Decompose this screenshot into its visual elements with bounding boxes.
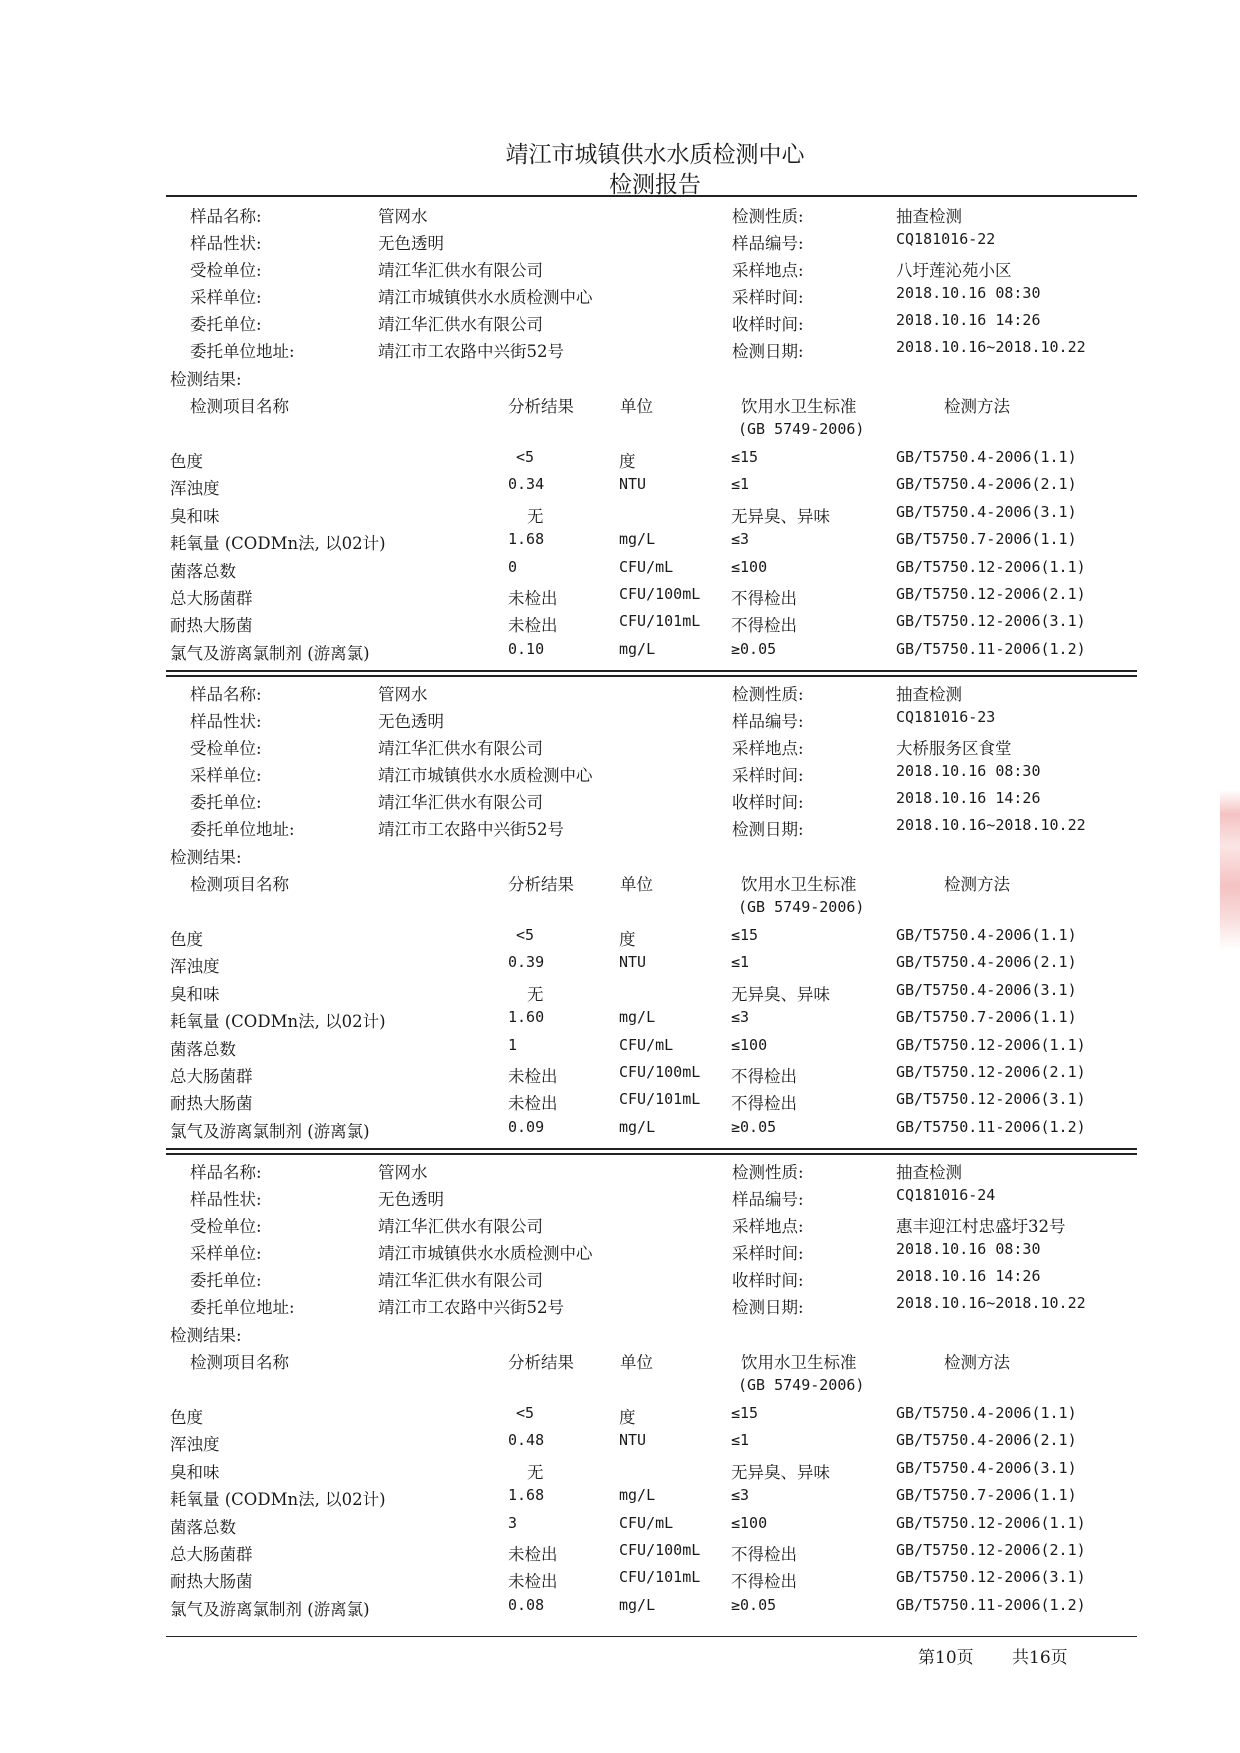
standard-value: 不得检出	[731, 616, 797, 636]
method-value: GB/T5750.12-2006(2.1)	[896, 585, 1086, 603]
value-sampling-unit: 靖江市城镇供水水质检测中心	[378, 1244, 593, 1263]
item-name: 菌落总数	[170, 561, 236, 581]
item-name: 耗氧量 (CODMn法, 以02计)	[170, 1490, 386, 1510]
value-test-date: 2018.10.16~2018.10.22	[896, 1294, 1086, 1312]
value-name: 管网水	[378, 1163, 428, 1182]
label-inspected-unit: 受检单位:	[190, 261, 262, 280]
method-value: GB/T5750.12-2006(3.1)	[896, 1568, 1086, 1587]
method-value: GB/T5750.4-2006(3.1)	[896, 1458, 1077, 1477]
label-sampling-time: 采样时间:	[732, 766, 804, 785]
result-value: 3	[508, 1513, 518, 1532]
label-sample-name: 样品名称:	[190, 1163, 262, 1182]
value-test-nature: 抽查检测	[896, 1163, 962, 1182]
label-sampling-site: 采样地点:	[732, 739, 804, 758]
standard-value: ≤3	[731, 1008, 750, 1027]
page-number: 第10页	[918, 1648, 974, 1668]
result-value: 未检出	[508, 1545, 558, 1564]
unit-value: CFU/100mL	[619, 1541, 701, 1559]
column-header-item: 检测项目名称	[190, 875, 289, 894]
unit-value: mg/L	[619, 1008, 656, 1027]
item-name: 耗氧量 (CODMn法, 以02计)	[170, 1012, 386, 1032]
page-total: 共16页	[1012, 1648, 1068, 1668]
item-name: 菌落总数	[170, 1517, 236, 1537]
item-name: 浑浊度	[170, 479, 220, 499]
column-header-item: 检测项目名称	[190, 397, 289, 416]
footer-rule	[166, 1636, 1137, 1637]
value-client-address: 靖江市工农路中兴街52号	[378, 820, 564, 839]
result-value: 未检出	[508, 616, 558, 636]
label-receiving-time: 收样时间:	[732, 793, 804, 812]
value-sampling-site: 八圩莲沁苑小区	[896, 261, 1012, 280]
method-value: GB/T5750.12-2006(2.1)	[896, 1541, 1086, 1559]
column-header-item: 检测项目名称	[190, 1353, 289, 1372]
stamp-edge	[1220, 790, 1240, 950]
item-name: 总大肠菌群	[170, 589, 253, 608]
result-value: 未检出	[508, 1572, 558, 1592]
section-divider	[166, 670, 1137, 677]
value-test-nature: 抽查检测	[896, 207, 962, 226]
unit-value: CFU/101mL	[619, 1568, 701, 1587]
unit-value: NTU	[619, 475, 647, 494]
column-header-standard-code: (GB 5749-2006)	[738, 898, 865, 916]
standard-value: ≥0.05	[731, 1595, 777, 1614]
standard-value: ≤1	[731, 1431, 750, 1450]
method-value: GB/T5750.12-2006(1.1)	[896, 557, 1086, 576]
value-test-date: 2018.10.16~2018.10.22	[896, 816, 1086, 834]
method-value: GB/T5750.4-2006(3.1)	[896, 502, 1077, 521]
value-inspected-unit: 靖江华汇供水有限公司	[378, 1217, 543, 1236]
label-test-date: 检测日期:	[732, 342, 804, 361]
result-value: <5	[516, 448, 535, 466]
label-sample-no: 样品编号:	[732, 234, 804, 253]
method-value: GB/T5750.12-2006(3.1)	[896, 1090, 1086, 1109]
result-value: 未检出	[508, 1094, 558, 1114]
unit-value: 度	[619, 930, 636, 949]
value-receiving-time: 2018.10.16 14:26	[896, 789, 1041, 807]
label-sample-nature: 样品性状:	[190, 1190, 262, 1209]
result-value: 1.60	[508, 1008, 545, 1027]
result-value: 0.48	[508, 1431, 545, 1450]
value-sampling-time: 2018.10.16 08:30	[896, 284, 1041, 302]
label-sampling-unit: 采样单位:	[190, 1244, 262, 1263]
result-value: 未检出	[508, 1067, 558, 1086]
unit-value: mg/L	[619, 530, 656, 549]
label-test-nature: 检测性质:	[732, 1163, 804, 1182]
results-label: 检测结果:	[170, 848, 242, 867]
unit-value: CFU/mL	[619, 1035, 674, 1054]
item-name: 色度	[170, 1408, 203, 1427]
label-test-date: 检测日期:	[732, 1298, 804, 1317]
item-name: 浑浊度	[170, 1435, 220, 1455]
method-value: GB/T5750.4-2006(1.1)	[896, 1404, 1077, 1422]
value-sampling-unit: 靖江市城镇供水水质检测中心	[378, 766, 593, 785]
item-name: 臭和味	[170, 1462, 220, 1482]
unit-value: mg/L	[619, 1117, 656, 1136]
item-name: 臭和味	[170, 506, 220, 526]
standard-value: ≤3	[731, 530, 750, 549]
standard-value: ≤100	[731, 557, 768, 576]
value-sampling-unit: 靖江市城镇供水水质检测中心	[378, 288, 593, 307]
column-header-unit: 单位	[620, 397, 653, 416]
value-nature: 无色透明	[378, 1190, 444, 1209]
result-value: <5	[516, 1404, 535, 1422]
value-client-unit: 靖江华汇供水有限公司	[378, 793, 543, 812]
item-name: 耐热大肠菌	[170, 1094, 253, 1114]
label-receiving-time: 收样时间:	[732, 315, 804, 334]
result-value: 0	[508, 557, 518, 576]
value-sampling-site: 大桥服务区食堂	[896, 739, 1012, 758]
report-title: 靖江市城镇供水水质检测中心	[505, 142, 805, 168]
value-client-address: 靖江市工农路中兴街52号	[378, 1298, 564, 1317]
method-value: GB/T5750.12-2006(1.1)	[896, 1035, 1086, 1054]
result-value: 无	[527, 1462, 544, 1482]
column-header-result: 分析结果	[508, 1353, 574, 1372]
unit-value: NTU	[619, 953, 647, 972]
value-sampling-time: 2018.10.16 08:30	[896, 762, 1041, 780]
column-header-standard-code: (GB 5749-2006)	[738, 420, 865, 438]
label-client-unit: 委托单位:	[190, 793, 262, 812]
standard-value: 不得检出	[731, 1572, 797, 1592]
label-client-unit: 委托单位:	[190, 1271, 262, 1290]
report-subtitle: 检测报告	[609, 172, 701, 198]
column-header-standard: 饮用水卫生标准	[741, 1353, 857, 1372]
label-sampling-unit: 采样单位:	[190, 766, 262, 785]
standard-value: ≤1	[731, 475, 750, 494]
column-header-standard: 饮用水卫生标准	[741, 875, 857, 894]
result-value: 0.10	[508, 639, 545, 658]
label-sample-nature: 样品性状:	[190, 712, 262, 731]
item-name: 耐热大肠菌	[170, 1572, 253, 1592]
label-receiving-time: 收样时间:	[732, 1271, 804, 1290]
result-value: 未检出	[508, 589, 558, 608]
value-test-nature: 抽查检测	[896, 685, 962, 704]
unit-value: CFU/100mL	[619, 585, 701, 603]
label-client-address: 委托单位地址:	[190, 1298, 295, 1317]
item-name: 色度	[170, 452, 203, 471]
item-name: 耗氧量 (CODMn法, 以02计)	[170, 534, 386, 554]
item-name: 色度	[170, 930, 203, 949]
method-value: GB/T5750.4-2006(2.1)	[896, 953, 1077, 972]
results-label: 检测结果:	[170, 1326, 242, 1345]
standard-value: ≤15	[731, 1404, 759, 1422]
method-value: GB/T5750.12-2006(2.1)	[896, 1063, 1086, 1081]
value-client-unit: 靖江华汇供水有限公司	[378, 1271, 543, 1290]
unit-value: CFU/101mL	[619, 612, 701, 631]
standard-value: ≥0.05	[731, 639, 777, 658]
label-client-unit: 委托单位:	[190, 315, 262, 334]
method-value: GB/T5750.12-2006(3.1)	[896, 612, 1086, 631]
result-value: 0.34	[508, 475, 545, 494]
value-name: 管网水	[378, 207, 428, 226]
column-header-result: 分析结果	[508, 875, 574, 894]
standard-value: ≤100	[731, 1513, 768, 1532]
unit-value: 度	[619, 452, 636, 471]
label-sample-no: 样品编号:	[732, 712, 804, 731]
value-nature: 无色透明	[378, 712, 444, 731]
method-value: GB/T5750.12-2006(1.1)	[896, 1513, 1086, 1532]
result-value: <5	[516, 926, 535, 944]
label-sampling-time: 采样时间:	[732, 1244, 804, 1263]
result-value: 0.08	[508, 1595, 545, 1614]
value-sampling-time: 2018.10.16 08:30	[896, 1240, 1041, 1258]
value-receiving-time: 2018.10.16 14:26	[896, 311, 1041, 329]
label-sampling-time: 采样时间:	[732, 288, 804, 307]
standard-value: 不得检出	[731, 1094, 797, 1114]
result-value: 无	[527, 506, 544, 526]
method-value: GB/T5750.7-2006(1.1)	[896, 530, 1077, 549]
standard-value: 无异臭、异味	[731, 984, 830, 1004]
unit-value: NTU	[619, 1431, 647, 1450]
method-value: GB/T5750.4-2006(2.1)	[896, 1431, 1077, 1450]
label-sample-no: 样品编号:	[732, 1190, 804, 1209]
label-sample-name: 样品名称:	[190, 207, 262, 226]
item-name: 臭和味	[170, 984, 220, 1004]
standard-value: ≤3	[731, 1486, 750, 1505]
label-test-nature: 检测性质:	[732, 685, 804, 704]
standard-value: 不得检出	[731, 1545, 797, 1564]
value-name: 管网水	[378, 685, 428, 704]
label-inspected-unit: 受检单位:	[190, 1217, 262, 1236]
method-value: GB/T5750.4-2006(2.1)	[896, 475, 1077, 494]
standard-value: 无异臭、异味	[731, 506, 830, 526]
unit-value: CFU/mL	[619, 557, 674, 576]
result-value: 1.68	[508, 1486, 545, 1505]
method-value: GB/T5750.4-2006(1.1)	[896, 926, 1077, 944]
standard-value: 不得检出	[731, 589, 797, 608]
item-name: 总大肠菌群	[170, 1545, 253, 1564]
method-value: GB/T5750.4-2006(3.1)	[896, 980, 1077, 999]
item-name: 氯气及游离氯制剂 (游离氯)	[170, 643, 370, 663]
item-name: 菌落总数	[170, 1039, 236, 1059]
method-value: GB/T5750.11-2006(1.2)	[896, 1117, 1086, 1136]
column-header-standard: 饮用水卫生标准	[741, 397, 857, 416]
standard-value: ≤15	[731, 926, 759, 944]
column-header-method: 检测方法	[944, 397, 1010, 416]
value-sampling-site: 惠丰迎江村忠盛圩32号	[896, 1217, 1066, 1236]
item-name: 浑浊度	[170, 957, 220, 977]
column-header-result: 分析结果	[508, 397, 574, 416]
section-divider	[166, 1148, 1137, 1155]
item-name: 总大肠菌群	[170, 1067, 253, 1086]
value-test-date: 2018.10.16~2018.10.22	[896, 338, 1086, 356]
result-value: 1.68	[508, 530, 545, 549]
unit-value: CFU/100mL	[619, 1063, 701, 1081]
standard-value: 不得检出	[731, 1067, 797, 1086]
label-test-date: 检测日期:	[732, 820, 804, 839]
value-nature: 无色透明	[378, 234, 444, 253]
method-value: GB/T5750.11-2006(1.2)	[896, 639, 1086, 658]
unit-value: 度	[619, 1408, 636, 1427]
unit-value: CFU/mL	[619, 1513, 674, 1532]
unit-value: CFU/101mL	[619, 1090, 701, 1109]
results-label: 检测结果:	[170, 370, 242, 389]
label-sample-nature: 样品性状:	[190, 234, 262, 253]
unit-value: mg/L	[619, 1595, 656, 1614]
value-sample-no: CQ181016-24	[896, 1186, 996, 1204]
standard-value: ≥0.05	[731, 1117, 777, 1136]
column-header-standard-code: (GB 5749-2006)	[738, 1376, 865, 1394]
item-name: 氯气及游离氯制剂 (游离氯)	[170, 1121, 370, 1141]
result-value: 0.39	[508, 953, 545, 972]
unit-value: mg/L	[619, 1486, 656, 1505]
standard-value: ≤1	[731, 953, 750, 972]
label-client-address: 委托单位地址:	[190, 820, 295, 839]
value-client-unit: 靖江华汇供水有限公司	[378, 315, 543, 334]
value-inspected-unit: 靖江华汇供水有限公司	[378, 739, 543, 758]
label-test-nature: 检测性质:	[732, 207, 804, 226]
method-value: GB/T5750.11-2006(1.2)	[896, 1595, 1086, 1614]
label-sampling-unit: 采样单位:	[190, 288, 262, 307]
result-value: 无	[527, 984, 544, 1004]
method-value: GB/T5750.4-2006(1.1)	[896, 448, 1077, 466]
item-name: 氯气及游离氯制剂 (游离氯)	[170, 1599, 370, 1619]
value-sample-no: CQ181016-23	[896, 708, 996, 726]
column-header-unit: 单位	[620, 1353, 653, 1372]
label-inspected-unit: 受检单位:	[190, 739, 262, 758]
standard-value: ≤100	[731, 1035, 768, 1054]
column-header-method: 检测方法	[944, 1353, 1010, 1372]
result-value: 1	[508, 1035, 518, 1054]
result-value: 0.09	[508, 1117, 545, 1136]
label-sample-name: 样品名称:	[190, 685, 262, 704]
standard-value: ≤15	[731, 448, 759, 466]
standard-value: 无异臭、异味	[731, 1462, 830, 1482]
method-value: GB/T5750.7-2006(1.1)	[896, 1486, 1077, 1505]
value-receiving-time: 2018.10.16 14:26	[896, 1267, 1041, 1285]
unit-value: mg/L	[619, 639, 656, 658]
column-header-unit: 单位	[620, 875, 653, 894]
label-sampling-site: 采样地点:	[732, 261, 804, 280]
method-value: GB/T5750.7-2006(1.1)	[896, 1008, 1077, 1027]
value-client-address: 靖江市工农路中兴街52号	[378, 342, 564, 361]
label-client-address: 委托单位地址:	[190, 342, 295, 361]
column-header-method: 检测方法	[944, 875, 1010, 894]
label-sampling-site: 采样地点:	[732, 1217, 804, 1236]
value-sample-no: CQ181016-22	[896, 230, 996, 248]
value-inspected-unit: 靖江华汇供水有限公司	[378, 261, 543, 280]
header-rule	[166, 195, 1137, 197]
item-name: 耐热大肠菌	[170, 616, 253, 636]
